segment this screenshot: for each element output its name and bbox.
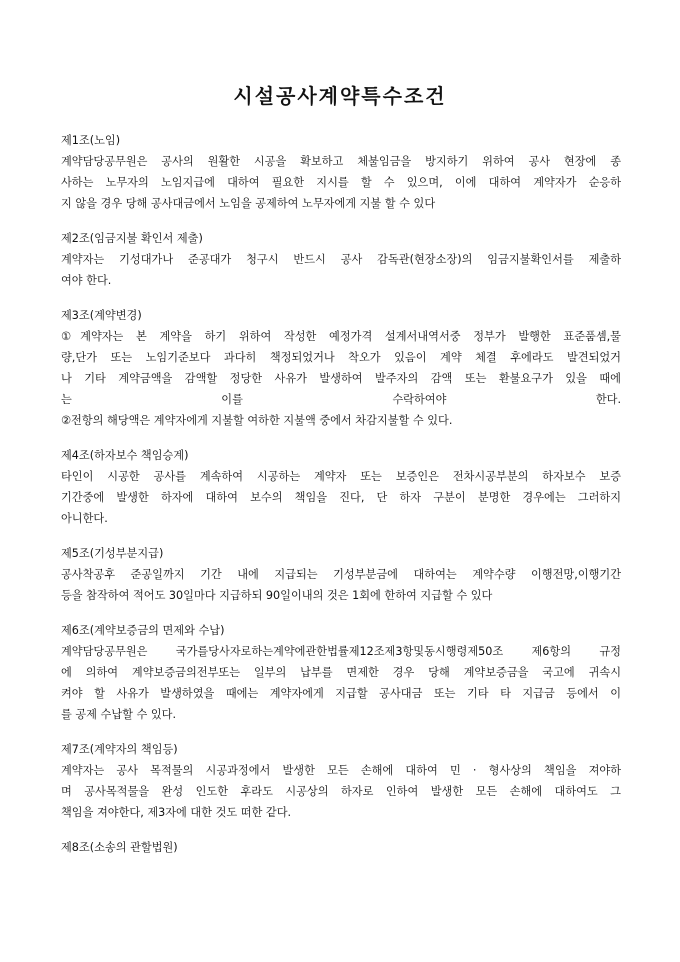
article-text-line: 타인이 시공한 공사를 계속하여 시공하는 계약자 또는 보증인은 전차시공부분의 하자보수 보증 xyxy=(61,470,621,483)
article-3 xyxy=(61,305,621,431)
article-text-line: 나 기타 계약금액을 감액할 정당한 사유가 발생하여 발주자의 감액 또는 환불요구가 있을 때에 xyxy=(61,372,621,385)
article-text-line: 는 이를 수락하여야 한다. xyxy=(61,393,621,406)
article-2 xyxy=(61,228,621,291)
article-heading: 제6조(계약보증금의 면제와 수납) xyxy=(61,624,225,637)
article-heading: 제5조(기성부분지급) xyxy=(61,547,164,560)
article-text-line: 계약담당공무원은 국가를당사자로하는계약에관한법률제12조제3항및동시행령제50조 제6항의 규정 xyxy=(61,645,621,658)
article-heading: 제2조(임금지불 확인서 제출) xyxy=(61,232,203,245)
article-text-line: 사하는 노무자의 노임지급에 대하여 필요한 지시를 할 수 있으며, 이에 대하여 계약자가 순응하 xyxy=(61,176,621,189)
article-text-line: 여야 한다. xyxy=(61,274,112,287)
article-heading: 제4조(하자보수 책임승계) xyxy=(61,449,189,462)
article-text-line: 량,단가 또는 노임기준보다 과다히 책정되었거나 착오가 있음이 계약 체결 후에라도 발견되었거 xyxy=(61,351,621,364)
article-text-line: 계약자는 기성대가나 준공대가 청구시 반드시 공사 감독관(현장소장)의 임금지불확인서를 제출하 xyxy=(61,253,621,266)
article-text-line: 계약자는 공사 목적물의 시공과정에서 발생한 모든 손해에 대하여 민 · 형사상의 책임을 져야하 xyxy=(61,764,621,777)
article-heading: 제8조(소송의 관할법원) xyxy=(61,841,178,854)
article-heading: 제1조(노임) xyxy=(61,134,121,147)
article-text-line: 아니한다. xyxy=(61,512,108,525)
article-heading: 제3조(계약변경) xyxy=(61,309,142,322)
article-text-line: ②전항의 해당액은 계약자에게 지불할 여하한 지불액 중에서 차감지불할 수 있다. xyxy=(61,414,453,427)
article-text-line: 켜야 할 사유가 발생하였을 때에는 계약자에게 지급할 공사대금 또는 기타 타 지급금 등에서 이 xyxy=(61,687,621,700)
document-title: 시설공사계약특수조건 xyxy=(233,84,447,108)
article-text-line: ①계약자는 본 계약을 하기 위하여 작성한 예정가격 설계서내역서중 정부가 발행한 표준품셈,물 xyxy=(61,330,621,343)
article-5 xyxy=(61,543,621,606)
article-4 xyxy=(61,445,621,529)
article-text-line: 공사착공후 준공일까지 기간 내에 지급되는 기성부분금에 대하여는 계약수량 이행전망,이행기간 xyxy=(61,568,621,581)
article-text-line: 를 공제 수납할 수 있다. xyxy=(61,708,177,721)
article-text-line: 등을 참작하여 적어도 30일마다 지급하되 90일이내의 것은 1회에 한하여 지급할 수 있다 xyxy=(61,589,493,602)
article-text-line: 며 공사목적물을 완성 인도한 후라도 시공상의 하자로 인하여 발생한 모든 손해에 대하여도 그 xyxy=(61,785,621,798)
article-6 xyxy=(61,620,621,725)
article-1 xyxy=(61,130,621,214)
article-text-line: 기간중에 발생한 하자에 대하여 보수의 책임을 진다, 단 하자 구분이 분명한 경우에는 그러하지 xyxy=(61,491,621,504)
article-8 xyxy=(61,837,621,858)
article-text-line: 책임을 져야한다, 제3자에 대한 것도 떠한 같다. xyxy=(61,806,292,819)
article-7 xyxy=(61,739,621,823)
article-text-line: 계약담당공무원은 공사의 원활한 시공을 확보하고 체불임금을 방지하기 위하여 공사 현장에 종 xyxy=(61,155,621,168)
document-body xyxy=(61,130,621,872)
article-heading: 제7조(계약자의 책임등) xyxy=(61,743,178,756)
article-text-line: 에 의하여 계약보증금의전부또는 일부의 납부를 면제한 경우 당해 계약보증금을 국고에 귀속시 xyxy=(61,666,621,679)
article-text-line: 지 않을 경우 당해 공사대금에서 노임을 공제하여 노무자에게 지불 할 수 있다 xyxy=(61,197,436,210)
